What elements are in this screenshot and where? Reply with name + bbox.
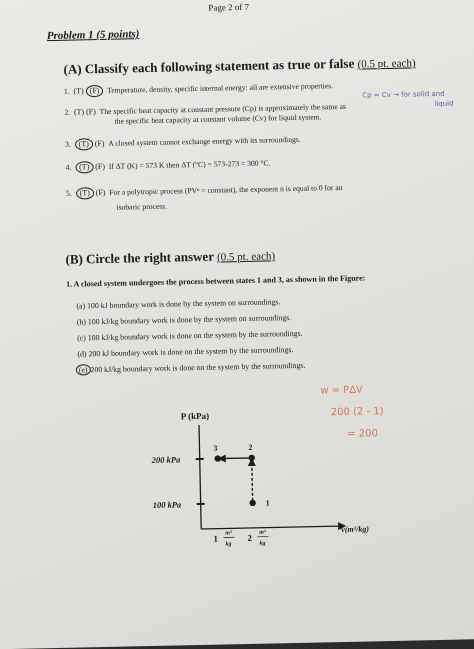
true-option-3-circled[interactable]: (T)	[74, 138, 92, 150]
false-option-2[interactable]: (F)	[86, 107, 96, 116]
statement-2: 2. (T) (F) The specific heat capacity at constant pressure (Cp) is approximately the same as	[64, 102, 346, 118]
problem-title: Problem 1 (5 points)	[47, 28, 140, 42]
x-tick-1-unit-den: kg	[225, 541, 231, 547]
option-b[interactable]: (b) 100 kJ/kg boundary work is done by the system on surroundings.	[77, 313, 292, 326]
label-2: 2	[248, 443, 252, 452]
false-option-5[interactable]: (F)	[96, 188, 106, 197]
option-a[interactable]: (a) 100 kJ boundary work is done by the system on surroundings.	[76, 297, 280, 310]
page-number: Page 2 of 7	[208, 2, 249, 13]
statement-3: 3. (T) (F) A closed system cannot exchange energy with its surroundings.	[65, 134, 301, 151]
part-a-heading: (A) Classify each following statement as true or false (0.5 pt. each)	[63, 54, 415, 77]
handwritten-note-2: liquid	[434, 100, 453, 108]
label-1: 1	[266, 499, 270, 508]
handwritten-work-3: = 200	[347, 428, 378, 440]
x-axis	[201, 526, 338, 529]
x-tick-2-unit-num: m³	[259, 530, 266, 536]
y-axis-label: P (kPa)	[181, 411, 209, 422]
true-option-1[interactable]: (T)	[73, 86, 83, 95]
statement-4: 4. (T) (F) If ΔT (K) = 573 K then ΔT (°C) = 573-273 = 300 °C.	[65, 157, 270, 173]
state-2-point	[248, 455, 255, 462]
true-option-2[interactable]: (T)	[74, 107, 84, 116]
y-tick-100: 100 kPa	[153, 499, 183, 510]
true-option-5-circled[interactable]: (T)	[76, 187, 94, 199]
statement-5: 5. (T) (F) For a polytropic process (PVⁿ = constant), the exponent n is equal to 0 for an	[66, 182, 343, 200]
state-1-point	[249, 500, 256, 507]
option-c[interactable]: (c) 100 kJ/kg boundary work is done on the system by the surroundings.	[77, 329, 303, 343]
x-tick-2: 2	[247, 533, 252, 543]
handwritten-note: Cp ≈ Cv → for solid and	[362, 90, 445, 100]
statement-1: 1. (T) (F) Temperature, density, specific internal energy: all are extensive properties.	[64, 80, 333, 98]
false-option-3[interactable]: (F)	[95, 139, 105, 148]
option-e-circled-label: (e)	[76, 364, 91, 375]
x-tick-1-unit-num: m³	[225, 530, 232, 536]
option-d[interactable]: (d) 200 kJ boundary work is done on the system by the surroundings.	[77, 345, 293, 359]
question-1: 1. A closed system undergoes the process between states 1 and 3, as shown in the Figure:	[66, 273, 365, 288]
false-option-1-circled[interactable]: (F)	[86, 85, 104, 97]
y-axis	[199, 425, 201, 529]
pv-diagram	[141, 403, 394, 558]
statement-2-line2: the specific heat capacity at constant volume (Cv) for liquid system.	[115, 112, 322, 126]
statement-5-line2: isobaric process.	[116, 202, 167, 213]
false-option-4[interactable]: (F)	[95, 162, 105, 171]
handwritten-work-1: w = P∆V	[320, 385, 363, 397]
part-b-heading: (B) Circle the right answer (0.5 pt. each)	[65, 247, 275, 267]
true-option-4-circled[interactable]: (T)	[75, 161, 93, 173]
option-e[interactable]: (e) 200 kJ/kg boundary work is done on the system by the surroundings.	[76, 360, 306, 376]
state-3-point	[214, 455, 221, 462]
y-tick-200: 200 kPa	[151, 454, 182, 465]
x-tick-2-unit-den: kg	[259, 541, 265, 547]
x-axis-label: v(m³/kg)	[341, 524, 369, 534]
handwritten-work-2: 200 (2 - 1)	[331, 406, 384, 418]
label-3: 3	[213, 444, 217, 453]
x-tick-1: 1	[213, 534, 218, 544]
